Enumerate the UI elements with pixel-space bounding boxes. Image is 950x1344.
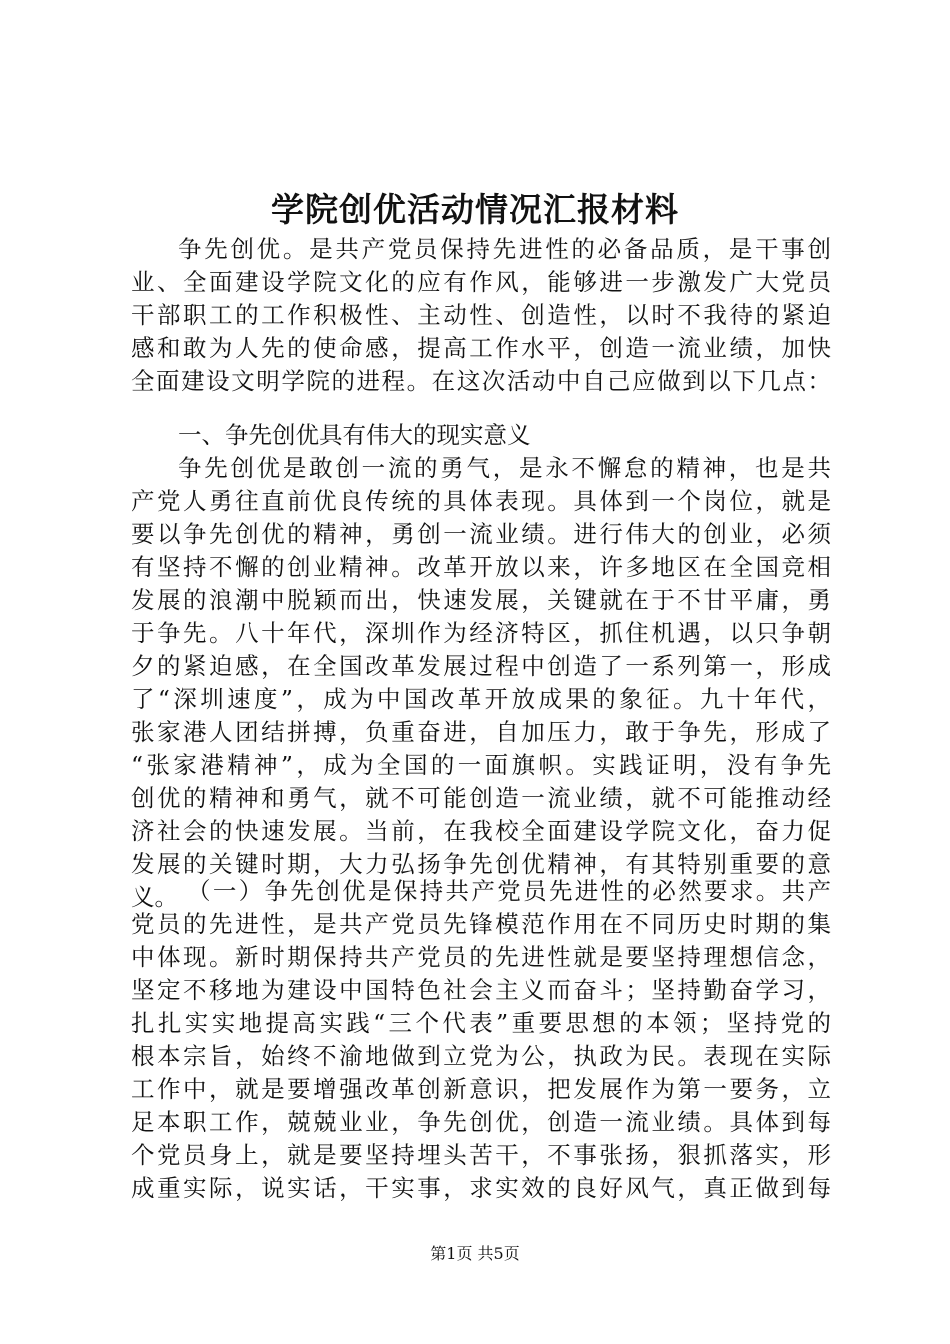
subsection1-line: 扎扎实实地提高实践“三个代表”重要思想的本领；坚持党的 <box>131 1009 831 1037</box>
subsection1-line: 工作中，就是要增强改革创新意识，把发展作为第一要务，立 <box>131 1075 831 1103</box>
subsection1-paragraph <box>131 875 831 1205</box>
section1-line: 产党人勇往直前优良传统的具体表现。具体到一个岗位，就是 <box>131 487 831 515</box>
page-title: 学院创优活动情况汇报材料 <box>271 190 679 229</box>
subsection1-line: 根本宗旨，始终不渝地做到立党为公，执政为民。表现在实际 <box>131 1042 831 1070</box>
section1-line: 张家港人团结拼搏，负重奋进，自加压力，敢于争先，形成了 <box>131 718 831 746</box>
intro-paragraph <box>131 233 831 398</box>
subsection1-line: 中体现。新时期保持共产党员的先进性就是要坚持理想信念， <box>131 943 831 971</box>
section1-line: 于争先。八十年代，深圳作为经济特区，抓住机遇，以只争朝 <box>131 619 831 647</box>
section1-line: 济社会的快速发展。当前，在我校全面建设学院文化，奋力促 <box>131 817 831 845</box>
section1-paragraph <box>131 452 831 914</box>
subsection1-line: 党员的先进性，是共产党员先锋模范作用在不同历史时期的集 <box>131 910 831 938</box>
section1-line: 了“深圳速度”，成为中国改革开放成果的象征。九十年代， <box>131 685 831 713</box>
page-number-footer: 第1页 共5页 <box>430 1244 520 1263</box>
section-heading: 一、争先创优具有伟大的现实意义 <box>178 421 531 449</box>
subsection1-line: 坚定不移地为建设中国特色社会主义而奋斗；坚持勤奋学习， <box>131 976 831 1004</box>
intro-line: 争先创优。是共产党员保持先进性的必备品质，是干事创 <box>178 235 831 263</box>
section1-line: 有坚持不懈的创业精神。改革开放以来，许多地区在全国竞相 <box>131 553 831 581</box>
section1-line: 争先创优是敢创一流的勇气，是永不懈怠的精神，也是共 <box>178 454 831 482</box>
intro-line: 全面建设文明学院的进程。在这次活动中自己应做到以下几点： <box>131 367 831 395</box>
section1-line: 义。 <box>131 883 178 911</box>
section1-line: 夕的紧迫感，在全国改革发展过程中创造了一系列第一，形成 <box>131 652 831 680</box>
subsection1-line: 个党员身上，就是要坚持埋头苦干，不事张扬，狠抓落实，形 <box>131 1141 831 1169</box>
intro-line: 业、全面建设学院文化的应有作风，能够进一步激发广大党员 <box>131 268 831 296</box>
subsection1-line: （一）争先创优是保持共产党员先进性的必然要求。共产 <box>187 877 831 905</box>
intro-line: 干部职工的工作积极性、主动性、创造性，以时不我待的紧迫 <box>131 301 831 329</box>
section1-line: “张家港精神”，成为全国的一面旗帜。实践证明，没有争先 <box>131 751 831 779</box>
intro-line: 感和敢为人先的使命感，提高工作水平，创造一流业绩，加快 <box>131 334 831 362</box>
section1-line: 要以争先创优的精神，勇创一流业绩。进行伟大的创业，必须 <box>131 520 831 548</box>
section1-line: 创优的精神和勇气，就不可能创造一流业绩，就不可能推动经 <box>131 784 831 812</box>
subsection1-line: 足本职工作，兢兢业业，争先创优，创造一流业绩。具体到每 <box>131 1108 831 1136</box>
section1-line: 发展的浪潮中脱颖而出，快速发展，关键就在于不甘平庸，勇 <box>131 586 831 614</box>
section1-line: 发展的关键时期，大力弘扬争先创优精神，有其特别重要的意 <box>131 850 831 878</box>
subsection1-line: 成重实际，说实话，干实事，求实效的良好风气，真正做到每 <box>131 1174 831 1202</box>
